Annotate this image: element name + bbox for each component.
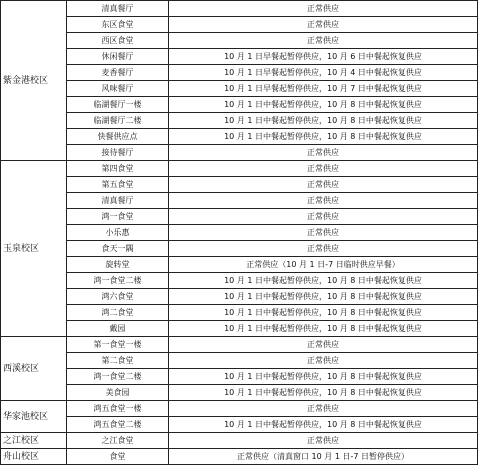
table-row bbox=[1, 417, 478, 433]
table-row bbox=[1, 305, 478, 321]
status-cell: 正常供应 bbox=[169, 241, 478, 257]
status-cell: 正常供应 bbox=[169, 177, 478, 193]
status-cell: 10 月 1 日中餐起暂停供应，10 月 8 日中餐起恢复供应 bbox=[169, 305, 478, 321]
table-row bbox=[1, 225, 478, 241]
campus-cell: 紫金港校区 bbox=[1, 1, 67, 161]
table-row bbox=[1, 337, 478, 353]
table-row bbox=[1, 17, 478, 33]
campus-cell: 舟山校区 bbox=[1, 449, 67, 465]
status-cell: 10 月 1 日中餐起暂停供应，10 月 8 日中餐起恢复供应 bbox=[169, 369, 478, 385]
venue-cell: 风味餐厅 bbox=[67, 81, 169, 97]
campus-cell: 西溪校区 bbox=[1, 337, 67, 401]
table-row bbox=[1, 433, 478, 449]
status-cell: 10 月 1 日早餐起暂停供应，10 月 6 日中餐起恢复供应 bbox=[169, 49, 478, 65]
table-row bbox=[1, 369, 478, 385]
table-row bbox=[1, 241, 478, 257]
status-cell: 正常供应 bbox=[169, 209, 478, 225]
venue-cell: 麦香餐厅 bbox=[67, 65, 169, 81]
venue-cell: 旋转堂 bbox=[67, 257, 169, 273]
venue-cell: 快餐供应点 bbox=[67, 129, 169, 145]
venue-cell: 第一食堂一楼 bbox=[67, 337, 169, 353]
venue-cell: 第二食堂 bbox=[67, 353, 169, 369]
venue-cell: 第四食堂 bbox=[67, 161, 169, 177]
venue-cell: 小乐惠 bbox=[67, 225, 169, 241]
venue-cell: 鸿一食堂二楼 bbox=[67, 369, 169, 385]
table-row bbox=[1, 289, 478, 305]
table-row bbox=[1, 353, 478, 369]
table-row bbox=[1, 193, 478, 209]
venue-cell: 戴园 bbox=[67, 321, 169, 337]
table-row bbox=[1, 161, 478, 177]
status-cell: 正常供应 bbox=[169, 17, 478, 33]
table-row bbox=[1, 321, 478, 337]
campus-cell: 玉泉校区 bbox=[1, 161, 67, 337]
status-cell: 10 月 1 日中餐起暂停供应，10 月 8 日中餐起恢复供应 bbox=[169, 273, 478, 289]
status-cell: 正常供应 bbox=[169, 353, 478, 369]
table-row bbox=[1, 385, 478, 401]
status-cell: 10 月 1 日中餐起暂停供应，10 月 8 日中餐起恢复供应 bbox=[169, 129, 478, 145]
table-row bbox=[1, 145, 478, 161]
venue-cell: 鸿六食堂 bbox=[67, 289, 169, 305]
schedule-table-body bbox=[1, 1, 478, 465]
table-row bbox=[1, 401, 478, 417]
campus-cell: 华家池校区 bbox=[1, 401, 67, 433]
venue-cell: 鸿五食堂二楼 bbox=[67, 417, 169, 433]
venue-cell: 鸿二食堂 bbox=[67, 305, 169, 321]
status-cell: 正常供应 bbox=[169, 161, 478, 177]
status-cell: 10 月 1 日中餐起暂停供应，10 月 8 日中餐起恢复供应 bbox=[169, 97, 478, 113]
table-row bbox=[1, 113, 478, 129]
table-row bbox=[1, 273, 478, 289]
venue-cell: 临湖餐厅一楼 bbox=[67, 97, 169, 113]
status-cell: 正常供应 bbox=[169, 401, 478, 417]
venue-cell: 食天一隅 bbox=[67, 241, 169, 257]
venue-cell: 食堂 bbox=[67, 449, 169, 465]
status-cell: 正常供应 bbox=[169, 1, 478, 17]
status-cell: 正常供应（10 月 1 日-7 日临时供应早餐） bbox=[169, 257, 478, 273]
venue-cell: 第五食堂 bbox=[67, 177, 169, 193]
venue-cell: 休闲餐厅 bbox=[67, 49, 169, 65]
status-cell: 正常供应 bbox=[169, 337, 478, 353]
table-row bbox=[1, 129, 478, 145]
status-cell: 正常供应 bbox=[169, 193, 478, 209]
status-cell: 正常供应（清真窗口 10 月 1 日-7 日暂停供应） bbox=[169, 449, 478, 465]
venue-cell: 鸿一食堂 bbox=[67, 209, 169, 225]
venue-cell: 西区食堂 bbox=[67, 33, 169, 49]
status-cell: 正常供应 bbox=[169, 433, 478, 449]
table-row bbox=[1, 449, 478, 465]
table-row bbox=[1, 81, 478, 97]
table-row bbox=[1, 257, 478, 273]
status-cell: 正常供应 bbox=[169, 145, 478, 161]
venue-cell: 美食园 bbox=[67, 385, 169, 401]
venue-cell: 临湖餐厅二楼 bbox=[67, 113, 169, 129]
status-cell: 10 月 1 日中餐起暂停供应，10 月 8 日中餐起恢复供应 bbox=[169, 417, 478, 433]
table-row bbox=[1, 177, 478, 193]
status-cell: 正常供应 bbox=[169, 225, 478, 241]
status-cell: 10 月 1 日中餐起暂停供应，10 月 8 日中餐起恢复供应 bbox=[169, 321, 478, 337]
table-row bbox=[1, 97, 478, 113]
status-cell: 10 月 1 日中餐起暂停供应，10 月 8 日中餐起恢复供应 bbox=[169, 289, 478, 305]
venue-cell: 接待餐厅 bbox=[67, 145, 169, 161]
status-cell: 10 月 1 日早餐起暂停供应，10 月 4 日中餐起恢复供应 bbox=[169, 65, 478, 81]
table-row bbox=[1, 209, 478, 225]
venue-cell: 东区食堂 bbox=[67, 17, 169, 33]
table-row bbox=[1, 1, 478, 17]
status-cell: 10 月 1 日中餐起暂停供应，10 月 8 日中餐起恢复供应 bbox=[169, 385, 478, 401]
table-row bbox=[1, 49, 478, 65]
venue-cell: 鸿一食堂二楼 bbox=[67, 273, 169, 289]
status-cell: 正常供应 bbox=[169, 33, 478, 49]
venue-cell: 之江食堂 bbox=[67, 433, 169, 449]
table-row bbox=[1, 65, 478, 81]
campus-cell: 之江校区 bbox=[1, 433, 67, 449]
venue-cell: 鸿五食堂一楼 bbox=[67, 401, 169, 417]
status-cell: 10 月 1 日早餐起暂停供应，10 月 7 日中餐起恢复供应 bbox=[169, 81, 478, 97]
venue-cell: 清真餐厅 bbox=[67, 193, 169, 209]
status-cell: 10 月 1 日中餐起暂停供应，10 月 8 日中餐起恢复供应 bbox=[169, 113, 478, 129]
table-row bbox=[1, 33, 478, 49]
venue-cell: 清真餐厅 bbox=[67, 1, 169, 17]
